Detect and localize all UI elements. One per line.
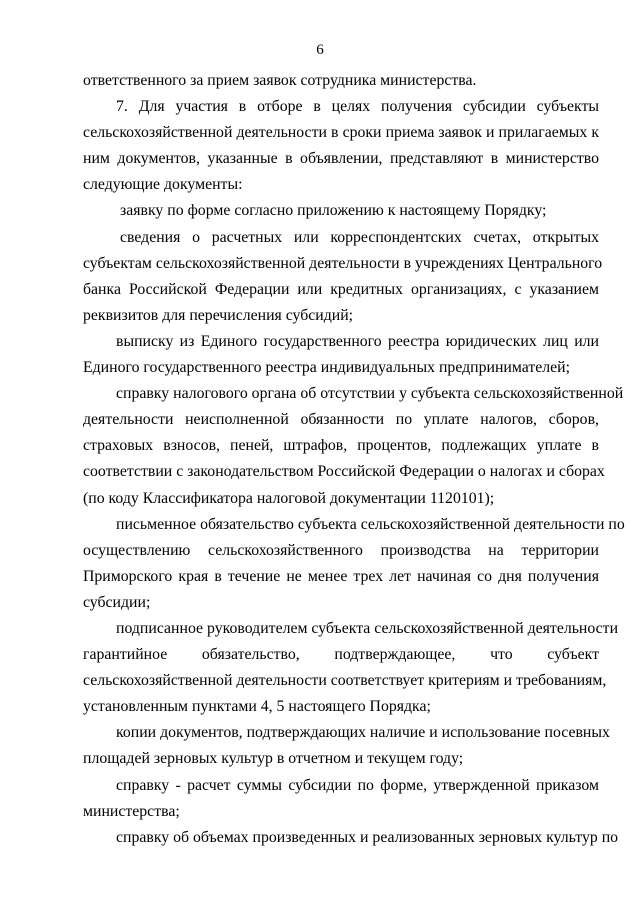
- list-item-written-obligation: письменное обязательство субъекта сельскохозяйственной деятельности по: [116, 515, 625, 533]
- text-line: Единого государственного реестра индивидуальных предпринимателей;: [83, 359, 571, 377]
- text-line: страховых взносов, пеней, штрафов, процентов, подлежащих уплате в: [83, 437, 599, 455]
- text-line: реквизитов для перечисления субсидий;: [83, 306, 354, 324]
- page-number: 6: [316, 42, 324, 58]
- list-item-registry-extract: выписку из Единого государственного реестра юридических лиц или: [116, 332, 599, 350]
- text-line: банка Российской Федерации или кредитных организациях, с указанием: [83, 280, 599, 298]
- text-line: ответственного за прием заявок сотрудника министерства.: [83, 72, 477, 89]
- text-line: сельскохозяйственной деятельности соответствует критериям и требованиям,: [83, 672, 607, 690]
- paragraph-7-start: 7. Для участия в отборе в целях получения субсидии субъекты: [116, 98, 599, 116]
- text-line: Приморского края в течение не менее трех лет начиная со дня получения: [83, 567, 599, 585]
- text-line: министерства;: [83, 802, 180, 820]
- text-line: сельскохозяйственной деятельности в сроки приема заявок и прилагаемых к: [83, 124, 599, 142]
- text-line: площадей зерновых культур в отчетном и текущем году;: [83, 750, 464, 768]
- list-item-crop-area-docs: копии документов, подтверждающих наличие и использование посевных: [116, 724, 610, 742]
- list-item-bank-accounts: сведения о расчетных или корреспондентских счетах, открытых: [120, 228, 599, 246]
- list-item-subsidy-calculation: справку - расчет суммы субсидии по форме, утвержденной приказом: [116, 776, 599, 794]
- list-item-application: заявку по форме согласно приложению к настоящему Порядку;: [120, 202, 547, 220]
- text-line: соответствии с законодательством Российской Федерации о налогах и сборах: [83, 463, 605, 481]
- document-body: [83, 68, 625, 851]
- text-line: субъектам сельскохозяйственной деятельности в учреждениях Центрального: [83, 254, 603, 272]
- text-line: установленным пунктами 4, 5 настоящего Порядка;: [83, 698, 431, 716]
- text-line: ним документов, указанные в объявлении, представляют в министерство: [83, 150, 599, 168]
- text-line: осуществлению сельскохозяйственного производства на территории: [83, 541, 599, 559]
- list-item-grain-volumes: справку об объемах произведенных и реализованных зерновых культур по: [116, 828, 619, 846]
- text-line: субсидии;: [83, 593, 151, 611]
- text-line: гарантийное обязательство, подтверждающее, что субъект: [83, 646, 599, 664]
- text-line: деятельности неисполненной обязанности по уплате налогов, сборов,: [83, 411, 599, 429]
- list-item-tax-certificate: справку налогового органа об отсутствии у субъекта сельскохозяйственной: [116, 385, 624, 403]
- text-line: следующие документы:: [83, 176, 243, 194]
- list-item-guarantee: подписанное руководителем субъекта сельскохозяйственной деятельности: [116, 619, 619, 637]
- text-line: (по коду Классификатора налоговой документации 1120101);: [83, 489, 495, 507]
